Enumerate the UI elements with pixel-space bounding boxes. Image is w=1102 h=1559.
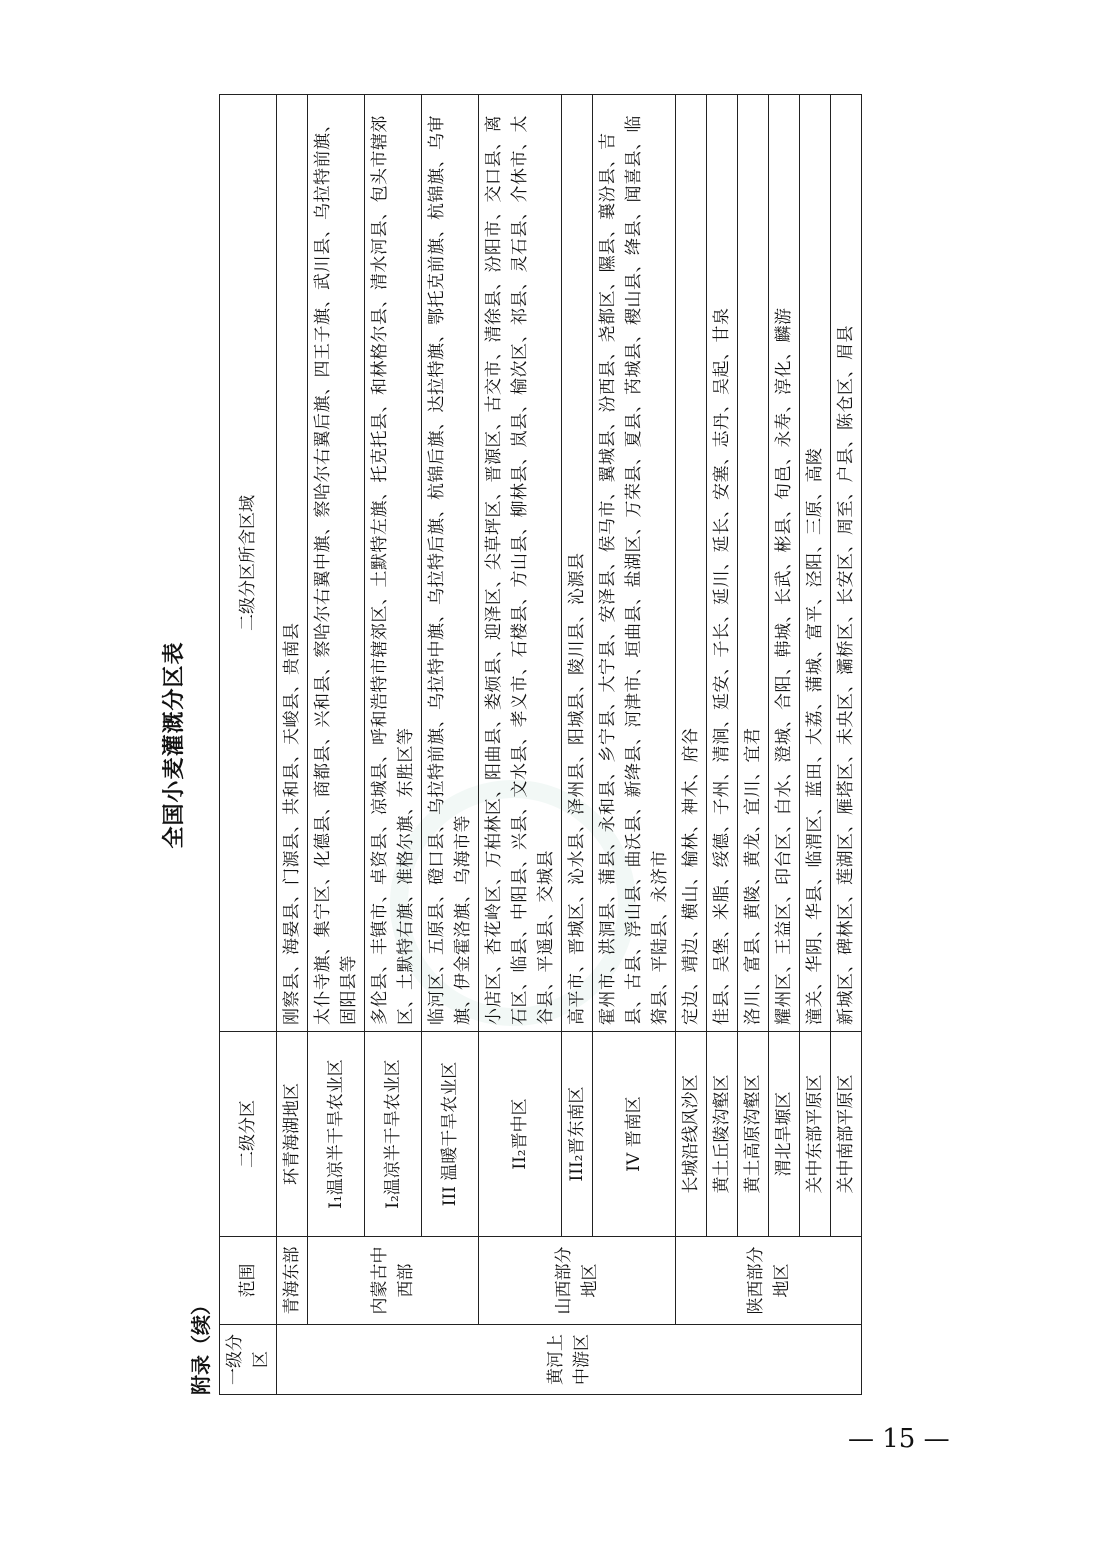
table-row (738, 95, 769, 1395)
areas-cell: 临河区、五原县、磴口县、乌拉特前旗、乌拉特中旗、乌拉特后旗、杭锦后旗、达拉特旗、鄂托克前旗、杭锦旗、乌审旗、伊金霍洛旗、乌海市等 (422, 95, 479, 1032)
zone-cell: 关中东部平原区 (800, 1032, 831, 1237)
table-row (365, 95, 422, 1395)
scope-cell: 内蒙古中西部 (308, 1237, 479, 1325)
header-scope: 范围 (220, 1237, 277, 1325)
areas-cell: 高平市、晋城区、沁水县、泽州县、阳城县、陵川县、沁源县 (562, 95, 593, 1032)
areas-cell: 太仆寺旗、集宁区、化德县、商都县、兴和县、察哈尔右翼中旗、察哈尔右翼后旗、四王子旗、武川县、乌拉特前旗、固阳县等 (308, 95, 365, 1032)
zone-cell: III 温暖干旱农业区 (422, 1032, 479, 1237)
table-row (831, 95, 862, 1395)
table-row (800, 95, 831, 1395)
table-row (769, 95, 800, 1395)
zone-cell: 黄土丘陵沟壑区 (707, 1032, 738, 1237)
areas-cell: 刚察县、海晏县、门源县、共和县、天峻县、贵南县 (277, 95, 308, 1032)
zone-cell: I₂温凉半干旱农业区 (365, 1032, 422, 1237)
zone-cell: IV 晋南区 (593, 1032, 676, 1237)
zone-cell: I₁温凉半干旱农业区 (308, 1032, 365, 1237)
table-row (308, 95, 365, 1395)
table-row (422, 95, 479, 1395)
page-title: 全国小麦灌溉分区表 (162, 641, 187, 849)
areas-cell: 多伦县、丰镇市、卓资县、凉城县、呼和浩特市辖郊区、土默特左旗、托克托县、和林格尔县、清水河县、包头市辖郊区、土默特右旗、准格尔旗、东胜区等 (365, 95, 422, 1032)
scope-cell: 陕西部分地区 (676, 1237, 862, 1325)
header-primary-zone: 一级分区 (220, 1325, 277, 1395)
areas-cell: 霍州市、洪洞县、蒲县、永和县、乡宁县、大宁县、安泽县、侯马市、翼城县、汾西县、尧都区、隰县、襄汾县、吉县、古县、浮山县、曲沃县、新绛县、河津市、垣曲县、盐湖区、万荣县、夏县、芮城县、稷山县、绛县、闻喜县、临猗县、平陆县、永济市 (593, 95, 676, 1032)
zone-cell: 环青海湖地区 (277, 1032, 308, 1237)
scope-cell: 山西部分地区 (479, 1237, 676, 1325)
header-secondary-zone: 二级分区 (220, 1032, 277, 1237)
areas-cell: 小店区、杏花岭区、万柏林区、阳曲县、娄烦县、迎泽区、尖草坪区、晋源区、古交市、清徐县、汾阳市、交口县、离石区、临县、中阳县、兴县、文水县、孝义市、石楼县、方山县、柳林县、岚县、榆次区、祁县、灵石县、介休市、太谷县、平遥县、交城县 (479, 95, 562, 1032)
page-number: — 15 — (848, 1424, 950, 1454)
table-row (676, 95, 707, 1395)
zone-cell: 渭北旱塬区 (769, 1032, 800, 1237)
table-row (562, 95, 593, 1395)
areas-cell: 新城区、碑林区、莲湖区、雁塔区、未央区、灞桥区、长安区、周至、户县、陈仓区、眉县 (831, 95, 862, 1032)
table-row (593, 95, 676, 1395)
irrigation-zone-table (219, 94, 862, 1395)
zone-cell: 关中南部平原区 (831, 1032, 862, 1237)
table-header-row (220, 95, 277, 1395)
primary-zone-cell: 黄河上中游区 (277, 1325, 862, 1395)
zone-cell: III₂晋东南区 (562, 1032, 593, 1237)
areas-cell: 佳县、吴堡、米脂、绥德、子州、清涧、延安、子长、延川、延长、安塞、志丹、吴起、甘泉 (707, 95, 738, 1032)
scope-cell: 青海东部 (277, 1237, 308, 1325)
areas-cell: 洛川、富县、黄陵、黄龙、宜川、宜君 (738, 95, 769, 1032)
rotated-page (151, 95, 971, 1395)
areas-cell: 定边、靖边、横山、榆林、神木、府谷 (676, 95, 707, 1032)
table-row (707, 95, 738, 1395)
zone-cell: 长城沿线风沙区 (676, 1032, 707, 1237)
appendix-label: 附录（续） (189, 1295, 213, 1395)
areas-cell: 耀州区、王益区、印台区、白水、澄城、合阳、韩城、长武、彬县、旬邑、永寿、淳化、麟游 (769, 95, 800, 1032)
table-row (277, 95, 308, 1395)
header-areas: 二级分区所含区域 (220, 95, 277, 1032)
zone-cell: II₂晋中区 (479, 1032, 562, 1237)
table-row (479, 95, 562, 1395)
areas-cell: 潼关、华阴、华县、临渭区、蓝田、大荔、蒲城、富平、泾阳、三原、高陵 (800, 95, 831, 1032)
zone-cell: 黄土高原沟壑区 (738, 1032, 769, 1237)
